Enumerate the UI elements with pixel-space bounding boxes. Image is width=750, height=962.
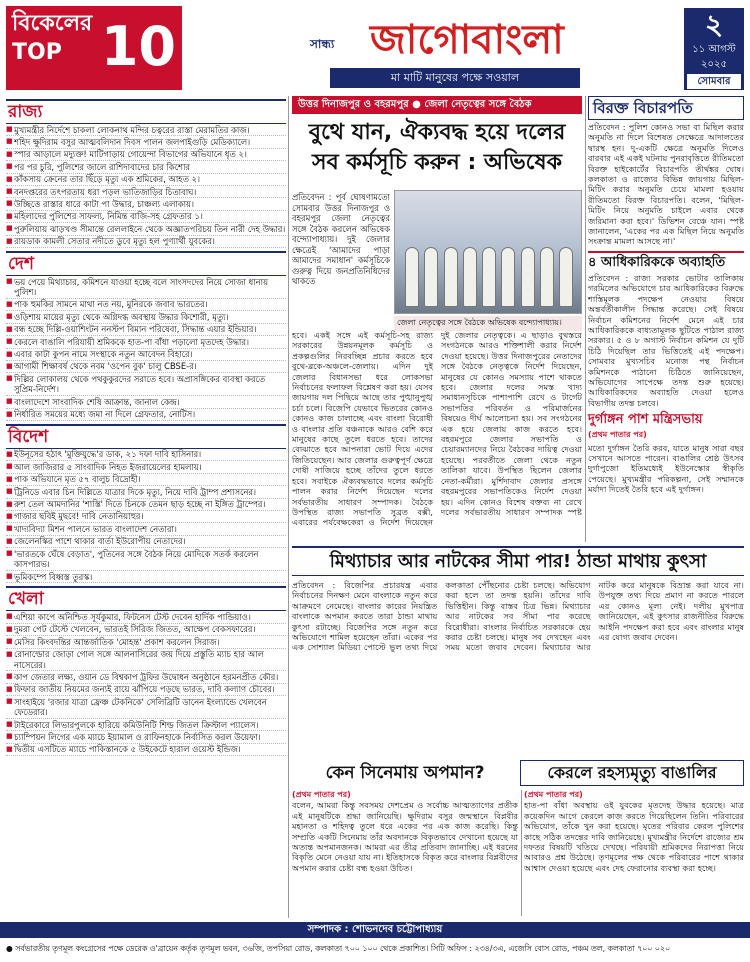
date-box xyxy=(684,8,744,90)
list-item: ■ ভূমিকম্পে বিধ্বস্ত তুরস্ক। xyxy=(6,571,286,583)
section-desh-list xyxy=(6,276,286,421)
editor-line: সম্পাদক : শোভনদেব চট্টোপাধ্যায় xyxy=(0,922,750,938)
list-item: ■ দিল্লির লোকালয় থেকে পথকুকুরদের সরাতে হবে। অপ্রাসঙ্গিকের ব্যবস্থা করতে সুপ্রিম-নির্দেশ। xyxy=(6,373,286,396)
kerala-continued: (প্রথম পাতার পর) xyxy=(524,790,583,799)
top10-badge xyxy=(6,6,182,90)
list-item: ■ এশিয়া কাপে অনিশ্চিত সূর্যকুমার, ফিটনেস টেস্ট দেবেন হার্দিক পান্ডিয়াও। xyxy=(6,611,286,623)
imprint-line: ● সর্বভারতীয় তৃণমূল কংগ্রেসের পক্ষে ডেরেক ও'ব্রায়েন কর্তৃক তৃণমূল ভবন, ৩৬জি, তপসিয়া রোড, কলকাতা ৭০০ ১০০ থেকে প্রকাশিত। সিটি অফিস : ২৩৪/৩এ, এজেসি বোস রোড, পঞ্চম তল, কলকাতা ৭০০ ০২০ xyxy=(6,944,671,953)
section-khela-list xyxy=(6,611,286,756)
cinema-headline: কেন সিনেমায় অপমান? xyxy=(325,763,485,783)
second-headline: মিথ্যাচার আর নাটকের সীমা পার! ঠান্ডা মাথায় কুৎসা xyxy=(292,546,744,576)
list-item: ■ কাপ জেতার লক্ষ্য, ওয়ান ডে বিশ্বকাপ ট্রফির উদ্বোধন অনুষ্ঠানে হরমনপ্রীত কৌর। xyxy=(6,671,286,683)
list-item: ■ রুশ তেল আমদানির 'শাস্তি' দিতে চিনকে তেমন ছাড় হচ্ছে না ইঙ্গিত ট্রাম্পের। xyxy=(6,499,286,511)
list-item: ■ ট্রিনিডে এবার চিন দিল্লিতে যাত্রার দিকে মৃত্যু, নিয়ে দাবি ট্রাম্প প্রশাসনের। xyxy=(6,486,286,498)
judge-body: প্রতিবেদন : পুলিশ কোনও সভা বা মিছিল করার অনুমতি না দিলে বিশেষত সেক্ষেত্রে আদালতের দ্বারস্থ হন। দু-একটি ক্ষেত্রে অনুমতি দিলেও বারবার এই একই ঘটনায় পুনরাবৃত্তিতে রীতিমতো বিরক্ত হাইকোর্টের বিচারপতি তীর্থঙ্কর ঘোষ। কলকাতা ও রাজ্যের বিভিন্ন জায়গায় মিছিল-মিটিং করার অনুমতি চেয়ে মামলা হওয়ায় রীতিমতো বিরক্ত বিচারপতি। বলেন, 'মিছিল-মিটিং নিয়ে অনুমতি চাইলে এবার থেকে জরিমানা করা হবে।' ডিভিশন বেঞ্চে যান। স্পষ্ট জানালেন, 'একের পর এক মিছিল নিয়ে অনুমতি সংক্রান্ত মামলা আসছে না।' xyxy=(588,122,744,247)
list-item: ■ রোনাল্ডোর জোড়া গোল সঙ্গে আলনাসিরের জয় দিয়ে প্রস্তুতি ম্যাচ হার আল নাসেরের। xyxy=(6,649,286,672)
section-bidesh-list xyxy=(6,449,286,583)
lead-photo xyxy=(394,190,582,314)
section-khela-title: খেলা xyxy=(6,586,286,611)
second-body: প্রতিবেদন : বিজেপির প্রচারযন্ত্র এবার নির্বাচনের দিনক্ষণ মেনে বাংলাকে নতুন করে আক্রমণে নেমেছে। বাংলার কারের নিয়ন্ত্রিত বাংলাকে অপমান করতে তারা ঠান্ডা মাথায় কুৎসা রটাচ্ছে। বিজেপির সঙ্গে নতুন করে অভিযোগে শামিল হয়েছেন তাঁরা। একের পর এক সোশ্যাল মিডিয়া পোস্টে ভুল তথ্য দিয়ে কলকাতা পৌঁছনোর চেষ্টা চলছে। অভিযোগ করা হলে তা তদন্ত হয়নি। তাঁদের দাবি ভিত্তিহীন। কিন্তু বাস্তব চিত্র ভিন্ন। মিথ্যাচার আর নাটকের সব সীমা পার করেছে বিরোধীরা। বাংলার নির্বাচিত সরকারকে হেয় করার চেষ্টা চলছে। মানুষ সব দেখছেন এবং সময় মতো জবাব দেবেন। মিথ্যাচার আর নাটক করে মানুষকে বিভ্রান্ত করা যাবে না। উপযুক্ত তথ্য দিয়ে প্রমাণ না করতে পারলে এর কোনও মূল্য নেই। দলীয় মুখপাত্র জানিয়েছেন, এই কুৎসার রাজনীতির বিরুদ্ধে আইনি পদক্ষেপ করা হবে এবং বাংলার মানুষ এর যোগ্য জবাব দেবেন। xyxy=(292,580,744,653)
list-item: ■ স্পার আড়ালে মদ্যুক্ত! মাটিগাড়ায় গোয়েন্দা বিভাগের অভিযানে ধৃত ২। xyxy=(6,149,286,161)
lead-intro: প্রতিবেদন : পূর্ব ঘোষণামতো সোমবার উত্তর দিনাজপুর ও বহরমপুর জেলা নেতৃত্বের সঙ্গে বৈঠক করলেন অভিষেক বন্দ্যোপাধ্যায়। দুই জেলার ক্ষেত্রেই 'আমাদের পাড়া আমাদের সমাধান' কর্মসূচিকে গুরুত্ব দিয়ে জনপ্রতিনিধিদের থাকতে xyxy=(292,192,390,286)
list-item: ■ কাঁকসায় ক্রেনের তার ছিঁড়ে মৃত্যু এক শ্রমিকের, আহত ২। xyxy=(6,174,286,186)
section-desh-title: দেশ xyxy=(6,251,286,276)
list-item: ■ কেরলে বাঙালি পরিযায়ী শ্রমিককে হাত-পা বাঁধা পড়ালো মৃতদেহ উদ্ধার। xyxy=(6,336,286,348)
lead-headline: বুথে যান, ঐক্যবদ্ধ হয়ে দলের সব কর্মসূচি করুন : অভিষেক xyxy=(308,120,566,175)
photo-people xyxy=(405,233,573,307)
list-item: ■ রায়ডাক কামলী সেতার নদীতে ডুবে মৃত্যু হল পুণ্যার্থী যুবকের। xyxy=(6,236,286,248)
list-item: ■ নির্ধারিত সময়ের মধ্যে জমা না দিলে গ্রেফতার, নোটিস। xyxy=(6,409,286,421)
list-item: ■ চ্যাম্পিয়ন লিগের এক ম্যাচে ইয়ামাল ও রাফিনহাকে নির্বাসিত করল উয়েফা। xyxy=(6,731,286,743)
newspaper-brand xyxy=(310,10,610,90)
section-bidesh-title: বিদেশ xyxy=(6,424,286,449)
issue-weekday: সোমবার xyxy=(687,74,741,89)
cinema-story xyxy=(292,790,518,916)
list-item: ■ পুরুলিয়ায় ঝাড়খণ্ড সীমান্তে রেললাইনে থেকে অজ্ঞাতপরিচয় তিন নারী দেহ উদ্ধার। xyxy=(6,223,286,235)
top10-column xyxy=(6,96,286,922)
list-item: ■ মহিলাদের পুলিশের সাফল্য, নিমিন্ত বাজি-সহ গ্রেফতার ১। xyxy=(6,211,286,223)
list-item: ■ শহিদ ক্ষুদিরাম বসুর আত্মবলিদান দিবস পালন জলপাইগুড়ি মেডিক্যালে। xyxy=(6,136,286,148)
list-item: ■ বন্ধ হচ্ছে দিল্লি-ওয়াশিংটন ননস্টপ বিমান পরিষেবা, সিদ্ধান্ত এয়ার ইন্ডিয়ার। xyxy=(6,324,286,336)
list-item: ■ দুমরা পেট টেস্টে খেলবেন, ভারতই সিরিজ জিতত, আক্ষেপ বেকসফারের। xyxy=(6,624,286,636)
column-divider xyxy=(521,790,522,916)
kerala-story xyxy=(524,790,744,916)
column-divider xyxy=(288,96,289,918)
list-item: ■ মেসির কিংবদন্তির আন্তর্জাতিক 'মোহন্ত' প্রকাশ করলেন সিরাজ। xyxy=(6,636,286,648)
issue-date: ১১ আগস্ট xyxy=(692,44,736,55)
list-item: ■ ফিফার জাতীয় নিয়মের জন্যই রায়ে ঝাঁপিয়ে পড়ছে ভারত, দাবি কল্যাণ চৌবের। xyxy=(6,684,286,696)
list-item: ■ ওড়িশায় মায়ের মৃত্যু থেকে অগ্নিদগ্ধ অবস্থায় উদ্ধার কিশোরী, মৃত্যু। xyxy=(6,311,286,323)
lead-body: হবে। একই সঙ্গে এই কর্মসূচি-সহ রাজ্য সরকারের উন্নয়নমূলক কর্মসূচি ও প্রকল্পগুলির নিরবচ্ছিন্ন প্রচার করতে হবে বুথে-ব্লকে-অঞ্চলে-জেলায়। এদিন দুই জেলার বিধানসভা ধরে লোকসভা নির্বাচনের ফলাফল বিশ্লেষণ করা হয়। যেসব জায়গায় দল পিছিয়ে আছে তার পুঙ্খানুপুঙ্খ চর্চা চলে। বিজেপি যেভাবে ভিতরের কোনও কোনও কাজ চালাচ্ছে এবং বাংলা বিরোধী ও বাংলার প্রতি বঞ্চনাকে আরও বেশি করে মানুষের কাছে তুলে ধরতে হবে। তাদের বোঝাতে হবে আপনারা ভোট দিয়ে এদের জিতিয়েছেন। আর জেলার গুরুত্বপূর্ণ ক্ষেত্রে দোষী সাজিয়ে হচ্ছে তাঁদের তুলে ধরতে হবে। সবাইকে ঐক্যবদ্ধভাবে দলের কর্মসূচি পালন করার নির্দেশ দিয়েছেন দলের সর্বভারতীয় সাধারণ সম্পাদক। বৈঠকে উপস্থিত রাজ্য সভাপতি সুব্রত বক্সী, এবারের পর্যবেক্ষকেরা ও নির্দেশ দিয়েছেন দুই জেলার নেতৃত্বকে। এ ছাড়াও বুথস্তরে সংগঠনকে আরও শক্তিশালী করার নির্দেশ দেওয়া হয়েছে। উত্তর দিনাজপুরের নেতাদের সঙ্গে বৈঠকে নেতৃত্বকে নির্দেশ দিয়েছেন, মানুষের যে কোনও সমস্যায় পাশে থাকতে হবে। জেলার দলের সমস্ত খাদ্য সমাধানসূচিকে পাশাপাশি রেখে ও টার্গেট সভাপতির পরিবর্তন ও পরিমার্জনের বিষয়েও দীর্ঘ আলোচনা হয়। সব সংগঠনের এক হয়ে জেলায় কাজ করতে হবে। বহরমপুরে জেলার সভাপতি ও চেয়ারম্যানদের নিয়ে বৈঠকের দায়িত্ব দেওয়া হয়েছে। পরবর্তীতে জেলা থেকে নতুন তালিকা যাবে। উপস্থিত ছিলেন জেলার নেতা-কর্মীরা। মুর্শিদাবাদ জেলার প্রসঙ্গে বহরমপুরের সভাপতিকেও নির্দেশ দেওয়া হয়। এদিন কোনও বিশেষ বক্তব্য না রেখে দলের সর্বভারতীয় সাধারণ সম্পাদক স্পষ্ট xyxy=(292,330,582,528)
list-item: ■ খাদ্যবিদ্যা মিশন পালনে ভারত বাংলাদেশ নেতারা। xyxy=(6,523,286,535)
top10-line1: বিকেলের xyxy=(12,11,93,36)
kerala-body: হাত-পা বাঁধা অবস্থায় ওই যুবকের মৃতদেহ উদ্ধার হয়েছে। মাত্র কয়েকদিন আগে কেরলে কাজ করতে গিয়েছিলেন তিনি। পরিবারের অভিযোগ, তাঁকে খুন করা হয়েছে। মৃতের পরিবার কেরল পুলিশের কাছে সঠিক তদন্তের দাবি জানিয়েছে। মুখ্যমন্ত্রীর নির্দেশে রাজ্যের শ্রম দফতর বিষয়টি খতিয়ে দেখছে। পরিযায়ী শ্রমিকদের নিরাপত্তা নিয়ে আবারও প্রশ্ন উঠেছে। তৃণমূলের পক্ষ থেকে পরিবারের পাশে থাকার আশ্বাস দেওয়া হয়েছে এবং দেহ ফেরানোর ব্যবস্থা করা হচ্ছে। xyxy=(524,800,744,873)
top10-number: 10 xyxy=(100,15,176,78)
list-item: ■ আল জাজিরার ৫ সাংবাদিক নিহত ইজরায়েলের হামলায়। xyxy=(6,461,286,473)
list-item: ■ বাংলাদেশে সাংবাদিক শেষি আক্রান্ত, জানাল কেন্দ্র। xyxy=(6,396,286,408)
list-item: ■ সাংহাইয়ে 'রজার যাত্রা ফ্রেঞ্চ টেকনিকে' সেলিব্রিটি ডানেন ইংল্যান্ডে খেলবেন ফেডেরার। xyxy=(6,696,286,719)
officers-headline: ৪ আধিকারিককে অব্যাহতি xyxy=(588,251,744,271)
list-item: ■ গাজার ছবিই মুছবে! দাবি নেতানিয়াহুর। xyxy=(6,511,286,523)
issue-day: ২ xyxy=(704,8,724,41)
list-item: ■ জেলেনস্কির পাশে থাকার বার্তা ইউরোপীয় নেতাদের। xyxy=(6,536,286,548)
durga-continued: (প্রথম পাতার পর) xyxy=(588,430,647,440)
issue-year: ২০২৫ xyxy=(701,59,727,70)
list-item: ■ উচ্ছিত্তে রাস্তার ধারে কাটা পা উদ্ধার, চাঞ্চল্য এলাকায়। xyxy=(6,198,286,210)
list-item: ■ ইউনূসের হঠাৎ 'মুক্তিযুদ্ধে'র ডাক, ২১ দফা দাবি হাসিনার। xyxy=(6,449,286,461)
section-rajya-list xyxy=(6,124,286,248)
column-divider xyxy=(585,96,586,542)
newspaper-name: জাগোবাংলা xyxy=(370,17,564,63)
list-item: ■ পাক হুমকির সামনে মাথা নত নয়, মুনিরকে জবাব ভারতের। xyxy=(6,299,286,311)
durga-headline: দুর্গাঙ্গন পাশ মন্ত্রিসভায় xyxy=(588,412,703,428)
list-item: ■ পর পর চুরি, পুলিশের জালে রাশিদাবাদের চার কিশোর xyxy=(6,161,286,173)
right-column xyxy=(588,96,744,495)
list-item: ■ বনদপ্তরের তৎপরতায় ধরা পড়ল ভাতিজাড়ির চিতাবাঘ। xyxy=(6,186,286,198)
kerala-headline: কেরলে রহস্যমৃত্যু বাঙালির xyxy=(520,760,744,786)
list-item: ■ মুখ্যমন্ত্রীর নির্দেশে চাকলা লোকনাথ মন্দির চত্বরের রাস্তা মেরামতির কাজ। xyxy=(6,124,286,136)
section-rajya-title: রাজ্য xyxy=(6,99,286,124)
brand-tagline: মা মাটি মানুষের পক্ষে সওয়াল xyxy=(330,68,580,88)
cinema-continued: (প্রথম পাতার পর) xyxy=(292,790,351,799)
list-item: ■ আগামী শিক্ষাবর্ষ থেকে নবম 'ওপেন বুক' চালু CBSE-র। xyxy=(6,361,286,373)
list-item: ■ ভয় পেয়ে মিথ্যাচার, কমিশনে যাওয়া হচ্ছে বলে সাংসদদের নিয়ে সোজা ধানায় পুলিশ। xyxy=(6,276,286,299)
durga-body: মতো দুর্গাঙ্গন তৈরি করব, যাতে মানুষ সারা বছর সেখানে আসতে পারেন। বাঙালির শ্রেষ্ঠ উৎসব দুর্গাপুজো ইতিমধ্যেই ইউনেস্কোর স্বীকৃতি পেয়েছে। মুখ্যমন্ত্রীর পরিকল্পনা, সেই সম্মানকে মর্যাদা দিতেই তৈরি হবে এই দুর্গাঙ্গন। xyxy=(588,442,744,495)
lead-kicker: উত্তর দিনাজপুর ও বহরমপুর ● জেলা নেতৃত্বের সঙ্গে বৈঠক xyxy=(292,96,582,114)
top10-line2: TOP xyxy=(12,40,62,65)
list-item: ■ টাইরেকারে লিভারপুলকে হারিয়ে কমিউনিটি শিল্ড জিতল ক্রিস্টাল প্যালেস। xyxy=(6,719,286,731)
brand-prefix: সান্ধ্য xyxy=(310,37,335,51)
list-item: ■ পাক অভিযানে মৃত ৫৭ বালুচ বিদ্রোহী। xyxy=(6,474,286,486)
cinema-body: বলেন, আমরা কিন্তু সবসময় দেশপ্রেম ও সর্বোচ্চ আত্মত্যাগের প্রতীক এই মানুষটিকে শ্রদ্ধা জানিয়েছি। ক্ষুদিরাম বসুর জন্মস্থানে বিপ্লবীর মহানতা ও শহিদত্ব তুলে ধরে একের পর এক কাজ করেছি। কিন্তু সম্প্রতি একটি সিনেমায় তাঁর অবদানকে বিকৃতভাবে দেখানো হয়েছে যা অত্যন্ত অপমানজনক। আমরা এর তীব্র প্রতিবাদ জানাচ্ছি। এই ধরনের বিকৃতি মেনে নেওয়া যায় না। ইতিহাসকে বিকৃত করে বাংলার বিপ্লবীদের অপমান করার চেষ্টা বন্ধ হওয়া উচিত। xyxy=(292,800,518,873)
officers-body: প্রতিবেদন : রাজ্য সরকার ভোটার তালিকায় গরমিলের অভিযোগে চার আধিকারিকের বিরুদ্ধে শাস্তিমূলক পদক্ষেপ নেওয়ার বিষয়ে অন্তর্বর্তীকালীন সিদ্ধান্ত করেছে। সেই বিষয়ে নির্বাচন কমিশনের নির্দেশ মেনে এই চার আধিকারিককে বাধ্যতামূলক ছুটিতে পাঠাল রাজ্য সরকার। ৫ ও ৮ অগাস্ট নির্বাচন কমিশন যে দুটি চিঠি দিয়েছিল তার ভিত্তিতেই এই পদক্ষেপ। সোমবার মুখ্যসচিব মনোজ পন্থ নির্বাচন কমিশনকে পাঠানো চিঠিতে জানিয়েছেন, অভিযোগের সাপেক্ষে তদন্ত শুরু হয়েছে। আধিকারিকদের অব্যাহতি দেওয়া হলেও বিভাগীয় তদন্ত চলবে। xyxy=(588,272,744,408)
list-item: ■ 'ভারতকে ঘেঁষে বেড়াত', পুতিনের সঙ্গে বৈঠক নিয়ে মোদিকে সতর্ক করলেন কাসপারভ। xyxy=(6,548,286,571)
lead-photo-caption: জেলা নেতৃত্বের সঙ্গে বৈঠকে অভিষেক বন্দ্যোপাধ্যায়। xyxy=(394,316,582,331)
list-item: ■ এবার কাটা কুপন নামে সংস্থাকে নতুন আবেদন বিহারে। xyxy=(6,349,286,361)
list-item: ■ দ্বিতীয় এসটিতে ম্যাচে পাকিস্তানকে ৫ উইকেটে হারাল ওয়েস্ট ইন্ডিজ। xyxy=(6,744,286,756)
judge-headline: বিরক্ত বিচারপতি xyxy=(588,96,744,120)
